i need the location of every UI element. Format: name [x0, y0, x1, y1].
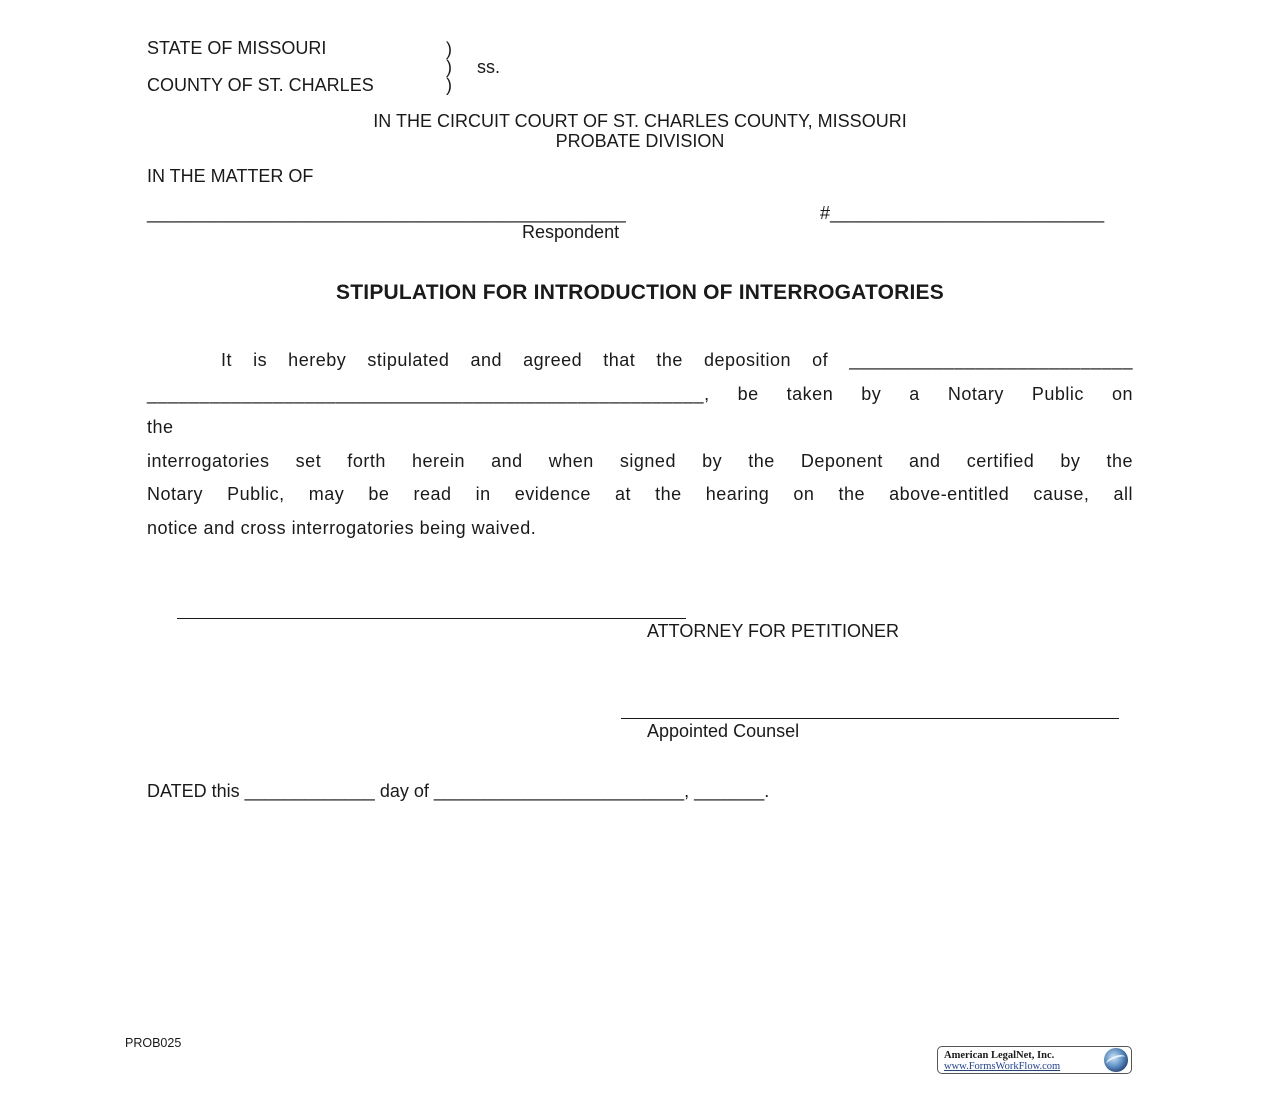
globe-icon	[1104, 1048, 1128, 1072]
attorney-signature-line	[177, 618, 686, 619]
court-name: IN THE CIRCUIT COURT OF ST. CHARLES COUNTY, MISSOURI	[373, 111, 907, 131]
attorney-label: ATTORNEY FOR PETITIONER	[647, 621, 900, 641]
respondent-blank: _______________________________________________	[147, 203, 626, 223]
ss-label: ss.	[477, 57, 501, 77]
body-line: the	[147, 417, 174, 437]
form-code: PROB025	[125, 1036, 182, 1050]
matter-label: IN THE MATTER OF	[147, 166, 314, 186]
venue-paren: )	[446, 57, 452, 77]
county-label: COUNTY OF ST. CHARLES	[147, 75, 374, 95]
dated-line: DATED this _____________ day of _________________________, _______.	[147, 781, 770, 801]
american-legalnet-logo[interactable]	[937, 1046, 1132, 1074]
court-division: PROBATE DIVISION	[555, 131, 725, 151]
body-line: _____________________________________________________, be taken by a Notary Public on	[147, 383, 1133, 404]
logo-company-name: American LegalNet, Inc.	[944, 1050, 1055, 1061]
body-line: It is hereby stipulated and agreed that the deposition of ___________________________	[221, 350, 1133, 370]
venue-paren: )	[446, 39, 452, 59]
counsel-label: Appointed Counsel	[647, 721, 800, 741]
body-line: interrogatories set forth herein and when signed by the Deponent and certified by the	[147, 450, 1133, 471]
logo-url-link[interactable]: www.FormsWorkFlow.com	[944, 1061, 1061, 1072]
case-number-blank: #___________________________	[820, 203, 1105, 223]
body-line: notice and cross interrogatories being waived.	[147, 517, 537, 538]
venue-paren: )	[446, 75, 452, 95]
stipulation-paragraph	[147, 344, 1133, 545]
body-line: Notary Public, may be read in evidence at the hearing on the above-entitled cause, all	[147, 484, 1133, 504]
document-title: STIPULATION FOR INTRODUCTION OF INTERROGATORIES	[336, 281, 944, 304]
state-label: STATE OF MISSOURI	[147, 38, 327, 58]
respondent-label: Respondent	[522, 222, 620, 242]
counsel-signature-line	[621, 718, 1119, 719]
